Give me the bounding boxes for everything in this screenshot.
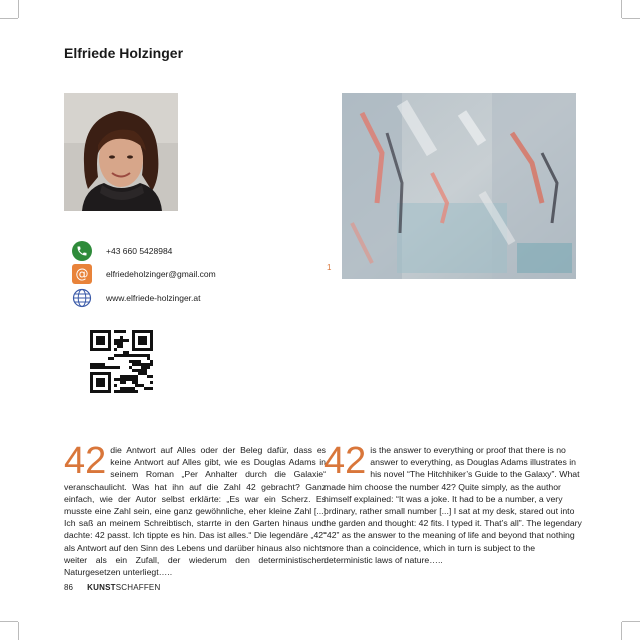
brand-bold: KUNST (87, 583, 116, 592)
email-link[interactable]: elfriedeholzinger@gmail.com (106, 269, 216, 279)
artwork-painting (342, 93, 576, 279)
page-footer (64, 583, 160, 592)
brand-rest: SCHAFFEN (115, 583, 161, 592)
crop-mark-top-left (18, 0, 19, 18)
artist-name: Elfriede Holzinger (64, 45, 184, 61)
crop-mark-bottom-right (621, 622, 622, 640)
qr-code[interactable] (90, 330, 153, 393)
at-icon: @ (72, 264, 92, 284)
crop-mark-bottom-left (18, 622, 19, 640)
drop-numeral-en: 42 (324, 440, 367, 482)
english-body-text: is the answer to everything or proof that there is no answer to everything, as Douglas Adams illustrates in his novel “The Hitchhiker’s Guide to the Galaxy”. What made him choose the number 42? Quite simply, as the author himself explained: “It was a joke. It had to be a number, a very ordinary, rather small number [...] I sat at my desk, stared out into the garden and thought: 42 fits. I typed it. That’s all”. The legendary “42” as the answer to the meaning of life and beyond that nothing more than a coincidence, which in turn is subject to the deterministic laws of nature….. (324, 445, 582, 565)
german-body-text: die Antwort auf Alles oder der Beleg dafür, dass es keine Antwort auf Alles gibt, wie es Douglas Adams in seinem Roman „Per Anhalter durch die Galaxie“ veranschaulicht. Was hat ihn auf die Zahl 42 gebracht? Ganz einfach, wie der Autor selbst erklärte: „Es war ein Scherz. Es musste eine Zahl sein, eine ganz gewöhnliche, eher kleine Zahl [...] Ich saß an meinem Schreibtisch, starrte in den Garten hinaus und dachte: 42 passt. Ich tippte es hin. Das ist alles.“ Die legendäre „42“ als Antwort auf den Sinn des Lebens und darüber hinaus also nichts weiter als ein Zufall, der wiederum den deterministischen Naturgesetzen unterliegt….. (64, 445, 326, 578)
page-number: 86 (64, 583, 73, 592)
phone-icon (72, 241, 92, 261)
crop-mark-top-right (622, 18, 640, 19)
globe-icon (72, 288, 92, 308)
crop-mark-top-left (0, 18, 18, 19)
figure-number: 1 (327, 263, 332, 272)
contact-email-row (72, 264, 216, 284)
publication-brand (87, 583, 160, 592)
contact-phone-row (72, 241, 172, 261)
crop-mark-bottom-left (0, 621, 18, 622)
phone-number: +43 660 5428984 (106, 246, 173, 256)
contact-website-row (72, 288, 201, 308)
website-link[interactable]: www.elfriede-holzinger.at (106, 293, 201, 303)
crop-mark-bottom-right (622, 621, 640, 622)
english-text-column (324, 440, 586, 566)
artist-portrait (64, 93, 178, 211)
crop-mark-top-right (621, 0, 622, 18)
drop-numeral-de: 42 (64, 440, 107, 482)
german-text-column (64, 440, 326, 578)
